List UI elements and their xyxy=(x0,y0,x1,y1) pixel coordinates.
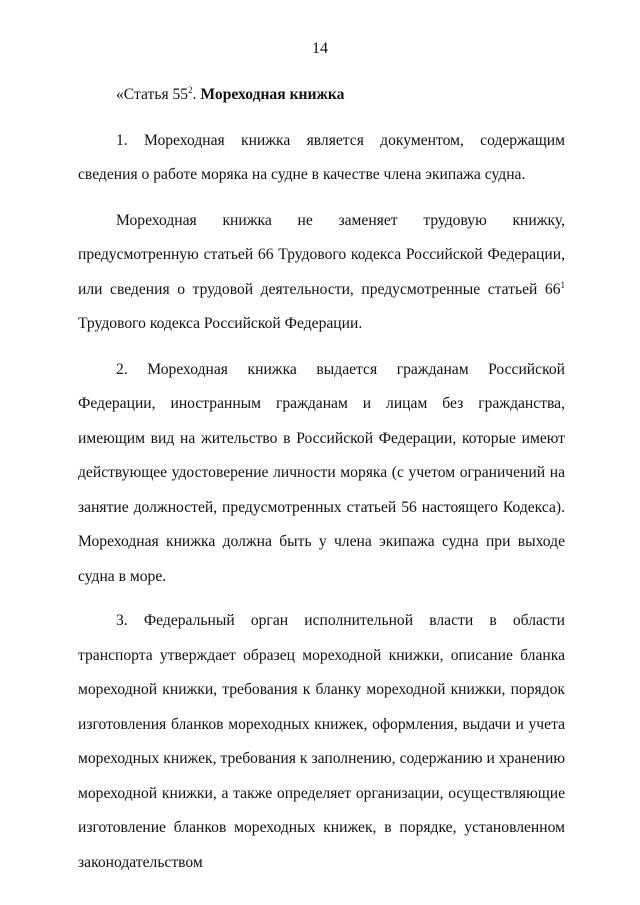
page-number: 14 xyxy=(312,40,328,57)
article-prefix: «Статья 55 xyxy=(116,86,189,103)
paragraph-1: 1. Мореходная книжка является документом, содержащим сведения о работе моряка на судне в качестве члена экипажа судна. xyxy=(78,131,565,183)
paragraph-2 xyxy=(78,204,565,342)
article-heading xyxy=(78,78,565,113)
article-separator: . xyxy=(192,86,197,103)
paragraph-2-text-end: Трудового кодекса Российской Федерации. xyxy=(78,315,363,332)
paragraph-3: 2. Мореходная книжка выдается гражданам Российской Федерации, иностранным гражданам и лицам без гражданства, имеющим вид на жительство в Российской Федерации, которые имеют действующее удостоверение личности моряка (с учетом ограничений на занятие должностей, предусмотренных статьей 56 настоящего Кодекса). Мореходная книжка должна быть у члена экипажа судна при выходе судна в море. xyxy=(78,360,565,585)
article-reference-superscript: 1 xyxy=(560,279,565,290)
article-number-superscript: 2 xyxy=(188,85,193,95)
paragraph-4: 3. Федеральный орган исполнительной власти в области транспорта утверждает образец мореходной книжки, описание бланка мореходной книжки, требования к бланку мореходной книжки, порядок изготовления бланков мореходных книжек, оформления, выдачи и учета мореходных книжек, требования к заполнению, содержанию и хранению мореходной книжки, а также определяет организации, осуществляющие изготовление бланков мореходных книжек, в порядке, установленном законодательством xyxy=(78,612,565,871)
paragraph-2-text: Мореходная книжка не заменяет трудовую книжку, предусмотренную статьей 66 Трудового кодекса Российской Федерации, или сведения о трудовой деятельности, предусмотренные статьей 66 xyxy=(78,211,565,298)
document-body xyxy=(78,78,565,880)
article-title: Мореходная книжка xyxy=(200,86,345,103)
